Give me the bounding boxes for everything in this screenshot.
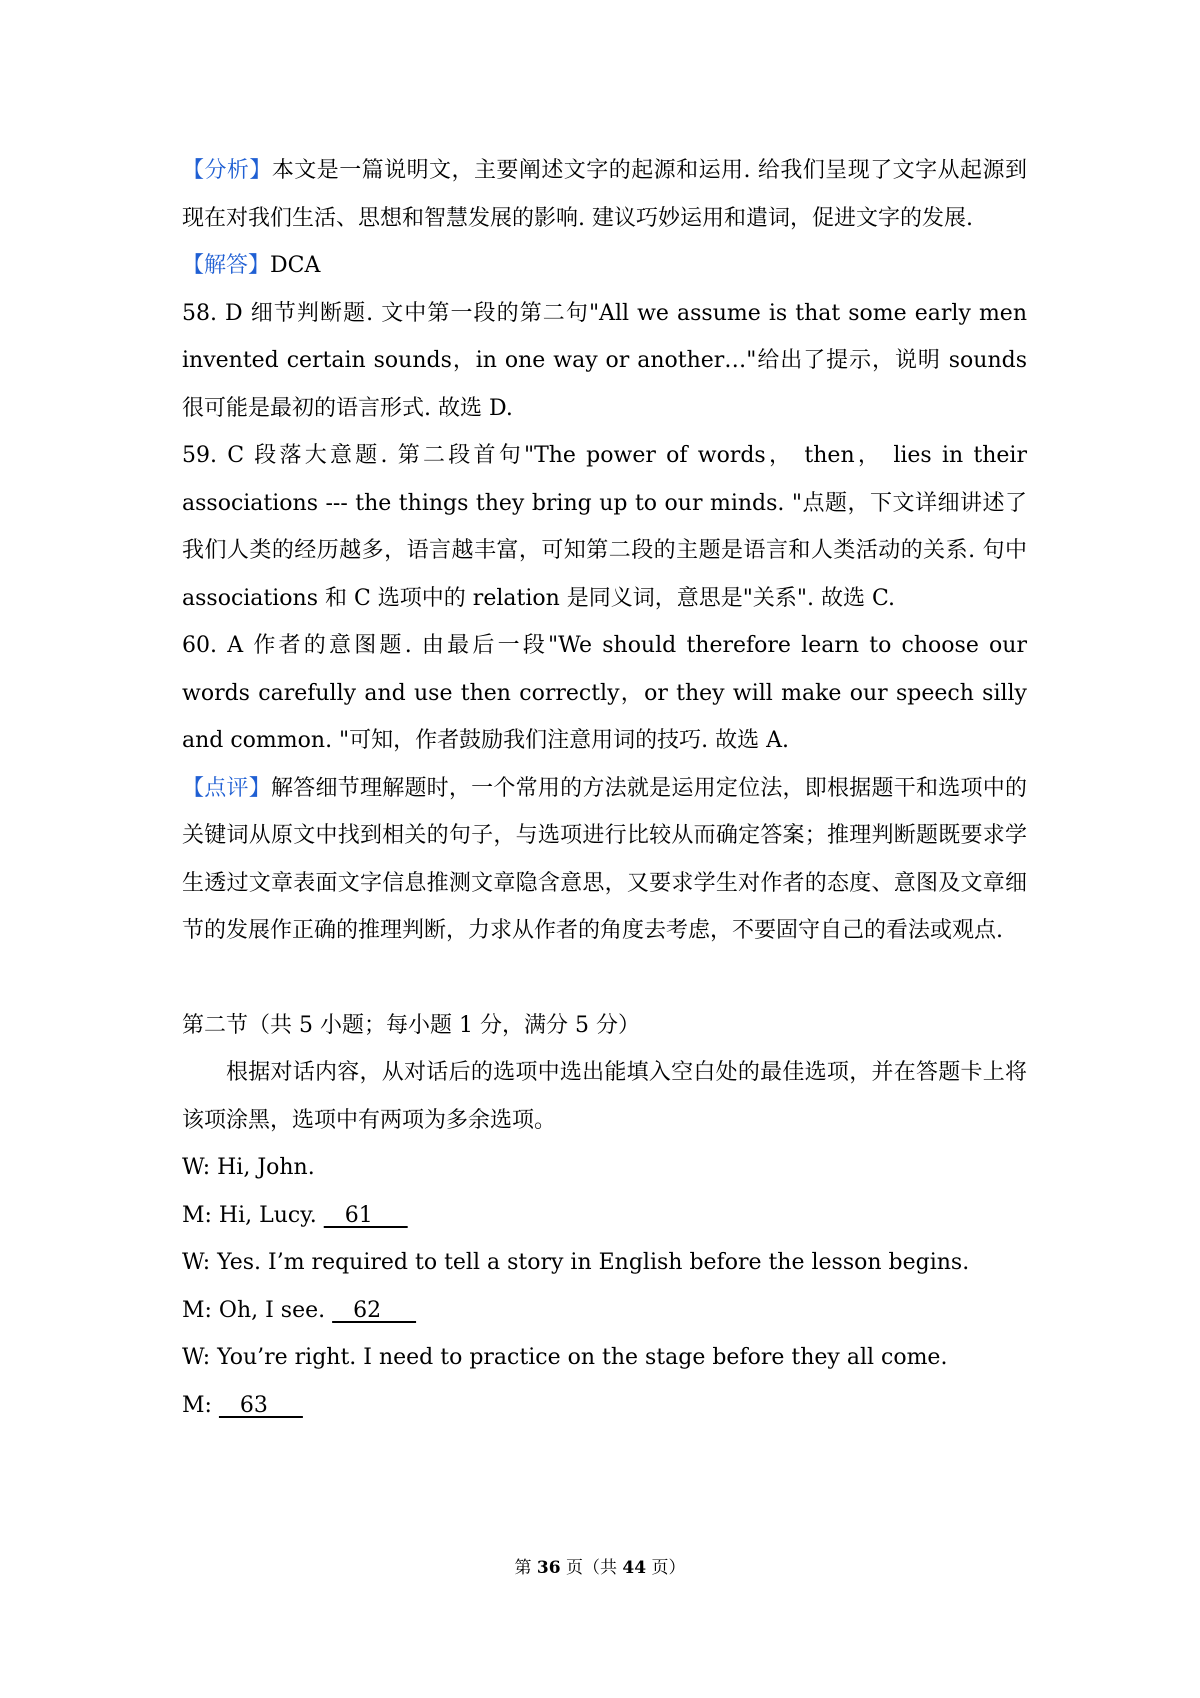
dialogue-text: M: Hi, Lucy. — [182, 1202, 324, 1228]
analysis-text: 本文是一篇说明文，主要阐述文字的起源和运用. 给我们呈现了文字从起源到现在对我们生活、思想和智慧发展的影响. 建议巧妙运用和遣词，促进文字的发展. — [182, 158, 1027, 231]
footer-middle: 页（共 — [560, 1558, 623, 1578]
footer-prefix: 第 — [514, 1558, 537, 1578]
answer-text: DCA — [270, 253, 321, 278]
analysis-tag: 【分析】 — [182, 158, 272, 183]
dialogue-line — [182, 1287, 1027, 1335]
dialogue-line — [182, 1144, 1027, 1192]
comment-paragraph — [182, 765, 1027, 955]
explanation-58: 58. D 细节判断题. 文中第一段的第二句"All we assume is that some early men invented certain sounds，in one way or another…"给出了提示，说明 sounds 很可能是最初的语言形式. 故选 D. — [182, 300, 1027, 421]
section-heading: 第二节（共 5 小题；每小题 1 分，满分 5 分） — [182, 1012, 640, 1038]
page-number-current: 36 — [536, 1558, 561, 1578]
explanation-60: 60. A 作者的意图题. 由最后一段"We should therefore learn to choose our words carefully and use then correctly，or they will make our speech silly and common. "可知，作者鼓励我们注意用词的技巧. 故选 A. — [182, 633, 1027, 753]
answer-paragraph — [182, 242, 1027, 290]
answer-tag: 【解答】 — [182, 253, 271, 278]
page-content — [182, 147, 1027, 1429]
dialogue-text: M: Oh, I see. — [182, 1297, 333, 1323]
section-instruction: 根据对话内容，从对话后的选项中选出能填入空白处的最佳选项，并在答题卡上将该项涂黑，选项中有两项为多余选项。 — [182, 1060, 1027, 1133]
dialogue-line — [182, 1382, 1027, 1430]
footer-suffix: 页） — [646, 1558, 686, 1578]
comment-text: 解答细节理解题时，一个常用的方法就是运用定位法，即根据题干和选项中的关键词从原文中找到相关的句子，与选项进行比较从而确定答案；推理判断题既要求学生透过文章表面文字信息推测文章隐含意思，又要求学生对作者的态度、意图及文章细节的发展作正确的推理判断，力求从作者的角度去考虑，不要固守自己的看法或观点. — [182, 775, 1027, 943]
analysis-paragraph — [182, 147, 1027, 242]
page-footer — [0, 1556, 1200, 1580]
dialogue-line — [182, 1192, 1027, 1240]
page-number-total: 44 — [622, 1558, 647, 1578]
dialogue-line — [182, 1334, 1027, 1382]
dialogue-text: W: Hi, John. — [182, 1155, 315, 1180]
answer-blank-63: 63 — [218, 1392, 303, 1418]
answer-blank-61: 61 — [323, 1202, 408, 1228]
dialogue-text: M: — [182, 1392, 219, 1418]
answer-blank-62: 62 — [332, 1297, 417, 1323]
dialogue-line — [182, 1239, 1027, 1287]
dialogue-text: W: You’re right. I need to practice on the stage before they all come. — [182, 1345, 948, 1370]
dialogue-text: W: Yes. I’m required to tell a story in English before the lesson begins. — [182, 1250, 970, 1275]
explanation-59: 59. C 段落大意题. 第二段首句"The power of words， then， lies in their associations --- the things they bring up to our minds. "点题，下文详细讲述了我们人类的经历越多，语言越丰富，可知第二段的主题是语言和人类活动的关系. 句中 associations 和 C 选项中的 relation 是同义词，意思是"关系". 故选 C. — [182, 443, 1027, 611]
section-spacer — [182, 955, 1027, 1002]
comment-tag: 【点评】 — [182, 775, 271, 801]
